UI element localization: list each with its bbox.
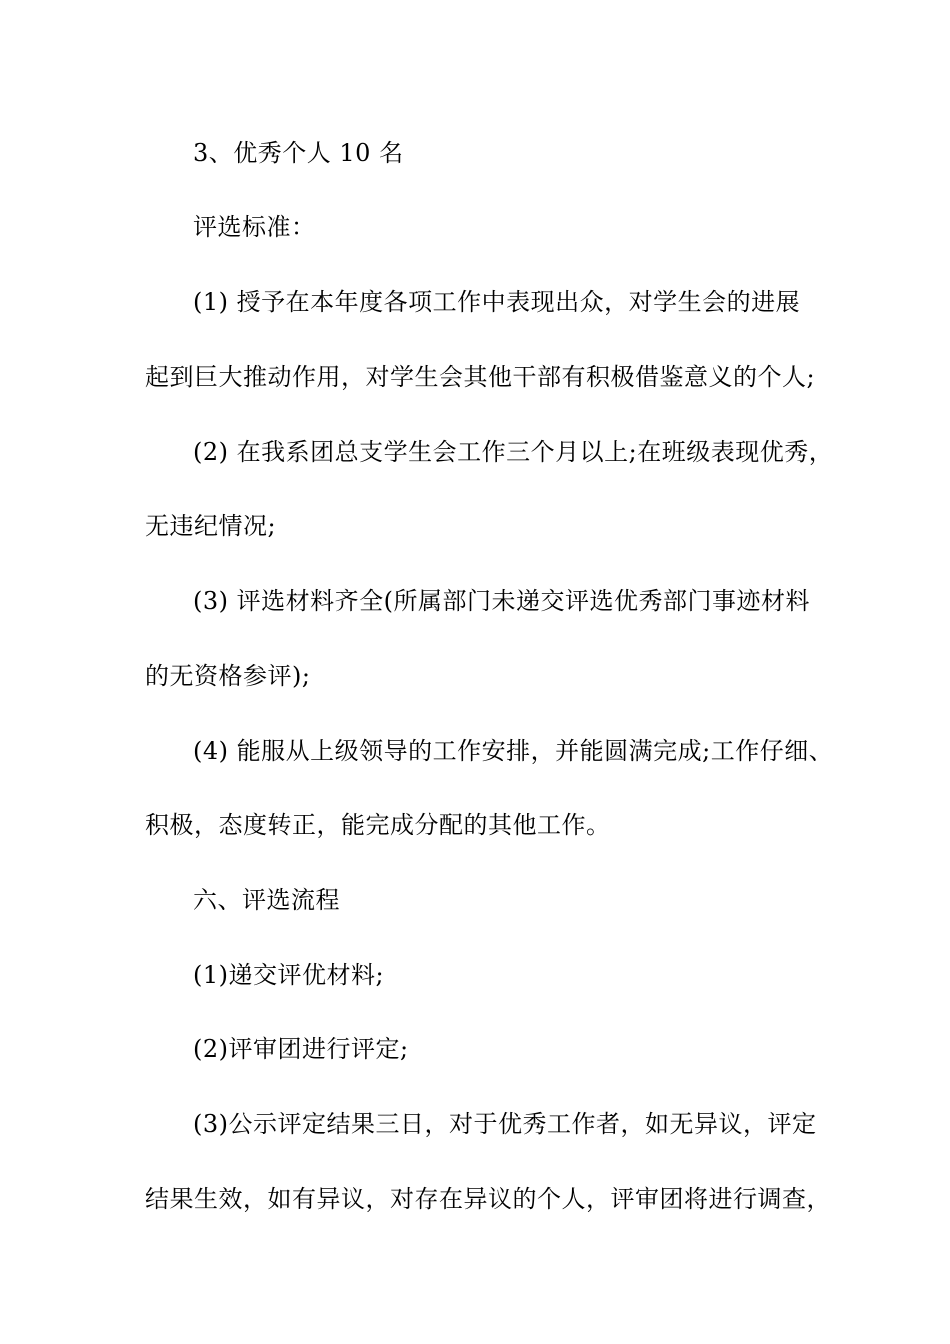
section-six-heading: 六、评选流程: [193, 886, 340, 914]
criterion-2-line-2: 无违纪情况;: [145, 512, 277, 540]
criterion-1-line-2: 起到巨大推动作用，对学生会其他干部有积极借鉴意义的个人;: [145, 363, 816, 391]
process-step-3-line-2: 结果生效，如有异议，对存在异议的个人，评审团将进行调查，: [145, 1185, 831, 1213]
criterion-3-line-1: (3) 评选材料齐全(所属部门未递交评选优秀部门事迹材料: [193, 587, 810, 615]
criterion-3-line-2: 的无资格参评);: [145, 662, 311, 690]
criterion-4-line-2: 积极，态度转正，能完成分配的其他工作。: [145, 811, 611, 839]
process-step-3-line-1: (3)公示评定结果三日，对于优秀工作者，如无异议，评定: [193, 1110, 817, 1138]
process-step-2: (2)评审团进行评定;: [193, 1035, 409, 1063]
heading-excellent-individuals: 3、优秀个人 10 名: [193, 139, 404, 167]
process-step-1: (1)递交评优材料;: [193, 961, 385, 989]
criterion-2-line-1: (2) 在我系团总支学生会工作三个月以上;在班级表现优秀，: [193, 438, 834, 466]
criteria-heading: 评选标准：: [193, 213, 316, 241]
criterion-4-line-1: (4) 能服从上级领导的工作安排，并能圆满完成;工作仔细、: [193, 737, 834, 765]
criterion-1-line-1: (1) 授予在本年度各项工作中表现出众，对学生会的进展: [193, 288, 801, 316]
